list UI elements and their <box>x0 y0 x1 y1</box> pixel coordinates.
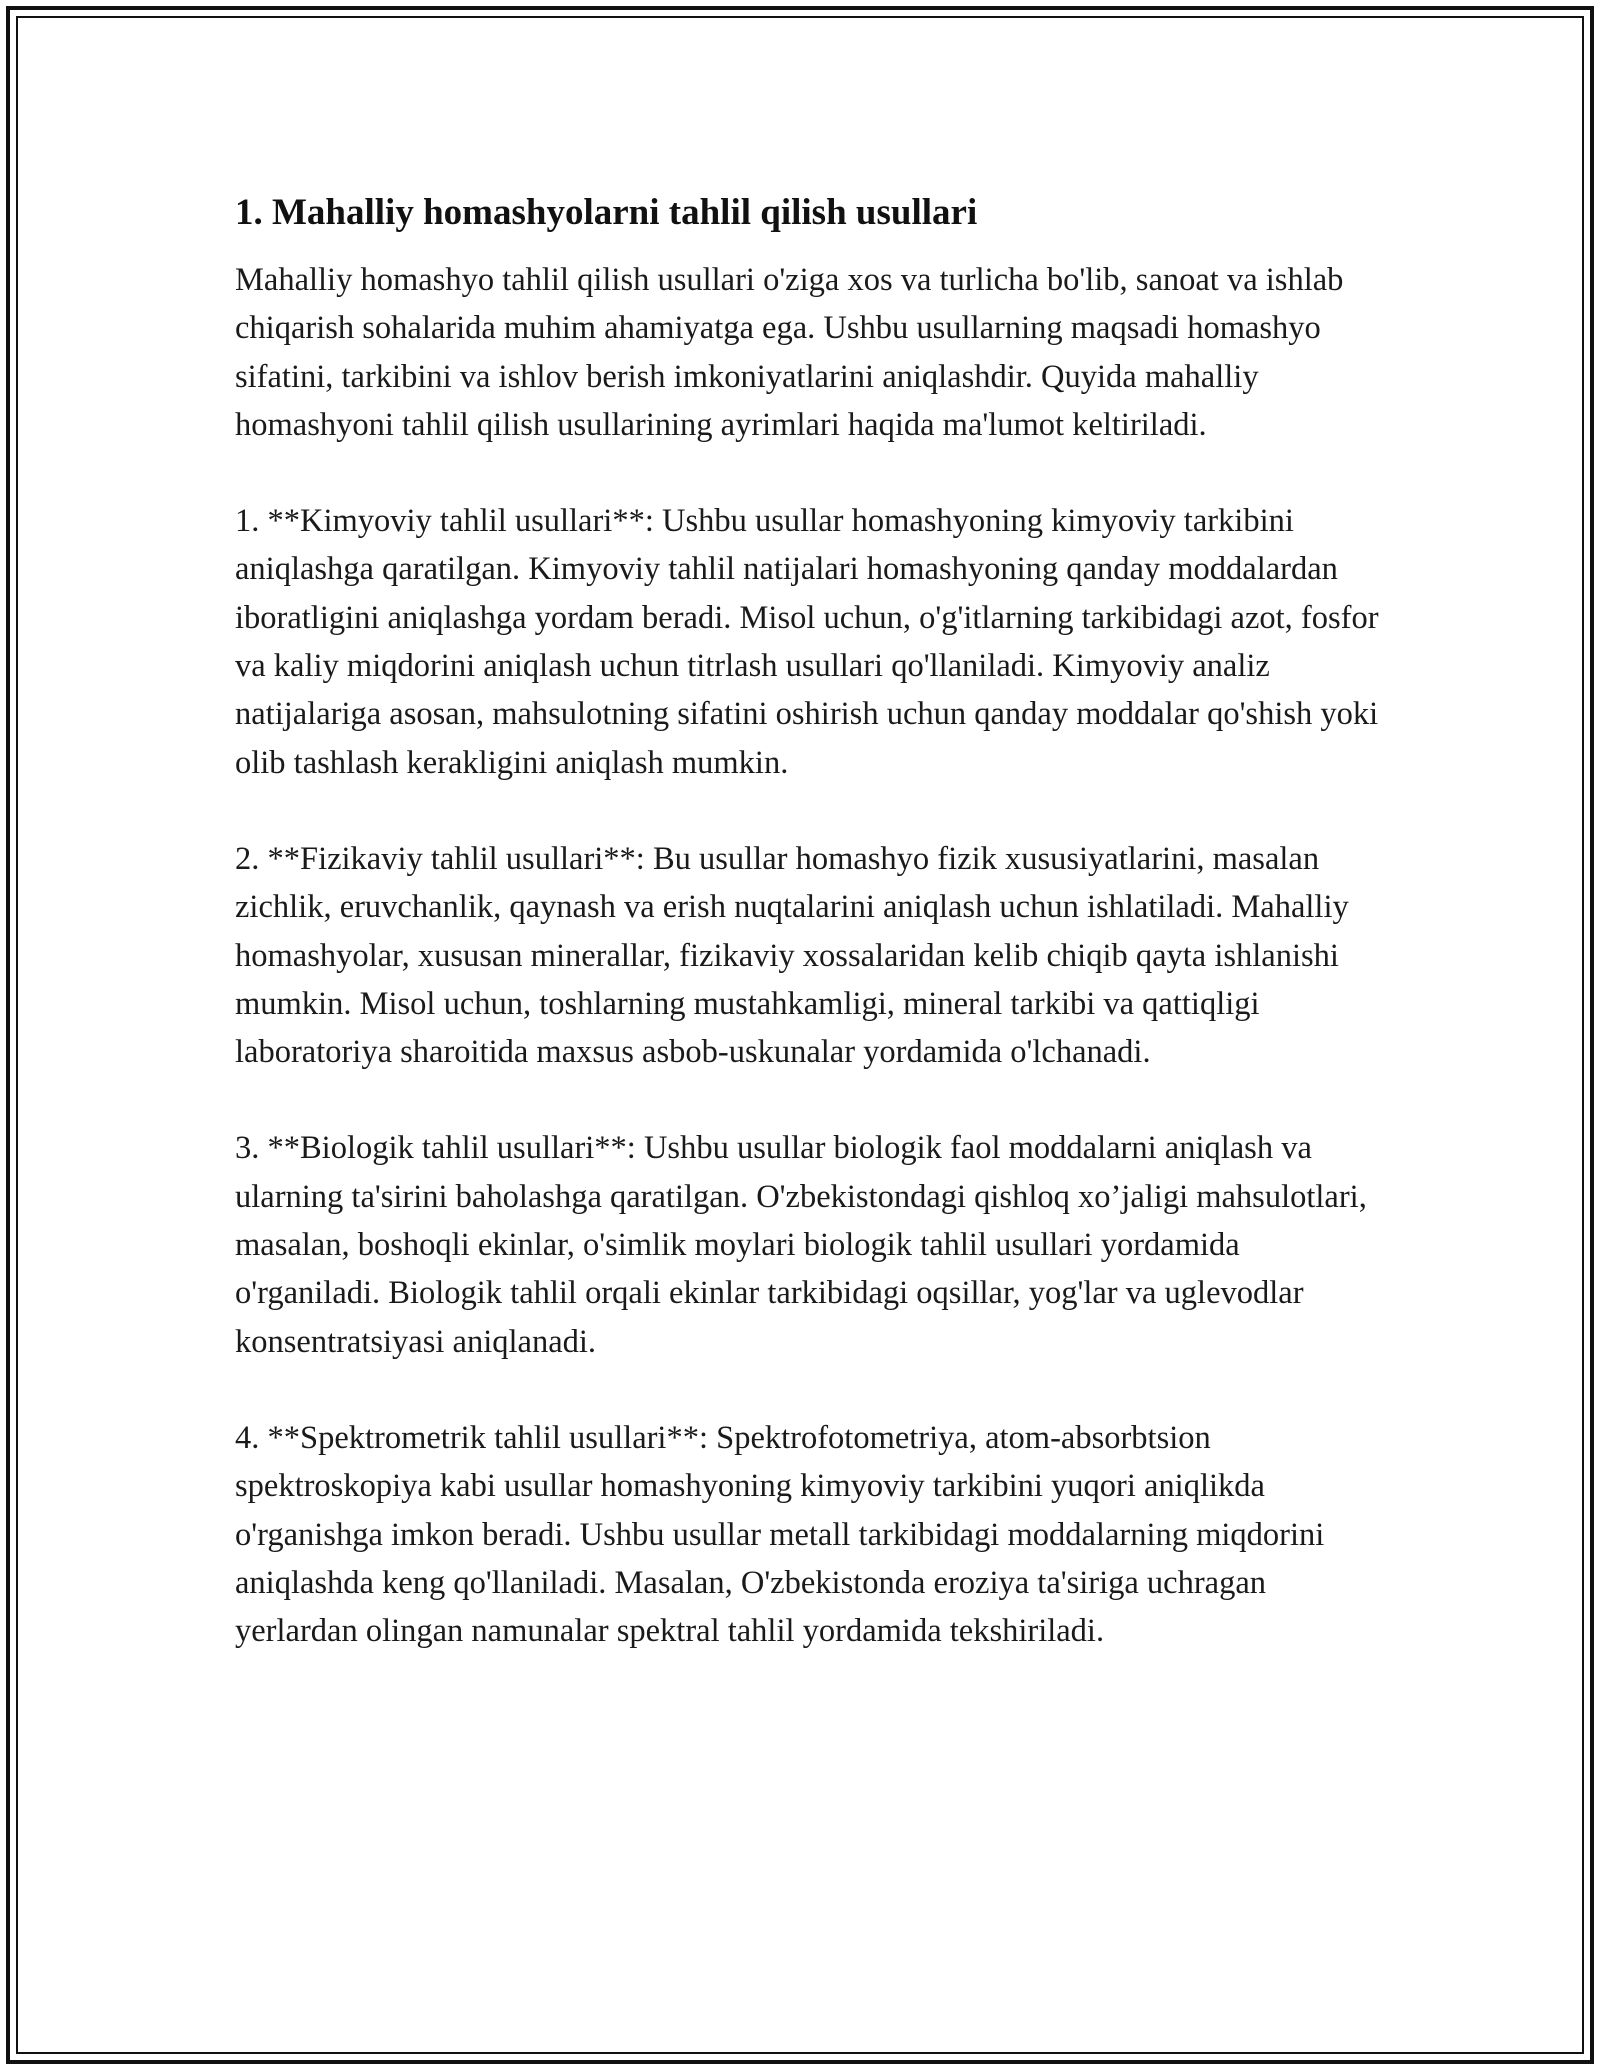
paragraph-spectrometric-methods: 4. **Spektrometrik tahlil usullari**: Spektrofotometriya, atom-absorbtsion spektroskopiya kabi usullar homashyoning kimyoviy tarkibini yuqori aniqlikda o'rganishga imkon beradi. Ushbu usullar metall tarkibidagi moddalarning miqdorini aniqlashda keng qo'llaniladi. Masalan, O'zbekistonda eroziya ta'siriga uchragan yerlardan olingan namunalar spektral tahlil yordamida tekshiriladi. <box>235 1419 1325 1650</box>
paragraph-physical-methods: 2. **Fizikaviy tahlil usullari**: Bu usullar homashyo fizik xususiyatlarini, masalan zichlik, eruvchanlik, qaynash va erish nuqtalarini aniqlash uchun ishlatiladi. Mahalliy homashyolar, xususan minerallar, fizikaviy xossalaridan kelib chiqib qayta ishlanishi mumkin. Misol uchun, toshlarning mustahkamligi, mineral tarkibi va qattiqligi laboratoriya sharoitida maxsus asbob-uskunalar yordamida o'lchanadi. <box>235 840 1349 1071</box>
paragraph-biological-methods: 3. **Biologik tahlil usullari**: Ushbu usullar biologik faol moddalarni aniqlash va ularning ta'sirini baholashga qaratilgan. O'zbekistondagi qishloq xo’jaligi mahsulotlari, masalan, boshoqli ekinlar, o'simlik moylari biologik tahlil usullari yordamida o'rganiladi. Biologik tahlil orqali ekinlar tarkibidagi oqsillar, yog'lar va uglevodlar konsentratsiyasi aniqlanadi. <box>235 1130 1367 1360</box>
document-body <box>235 186 1385 1703</box>
paragraph-intro: Mahalliy homashyo tahlil qilish usullari o'ziga xos va turlicha bo'lib, sanoat va ishlab chiqarish sohalarida muhim ahamiyatga ega. Ushbu usullarning maqsadi homashyo sifatini, tarkibini va ishlov berish imkoniyatlarini aniqlashdir. Quyida mahalliy homashyoni tahlil qilish usullarining ayrimlari haqida ma'lumot keltiriladi. <box>235 262 1344 443</box>
document-title: 1. Mahalliy homashyolarni tahlil qilish usullari <box>235 192 978 233</box>
paragraph-chemical-methods: 1. **Kimyoviy tahlil usullari**: Ushbu usullar homashyoning kimyoviy tarkibini aniqlashga qaratilgan. Kimyoviy tahlil natijalari homashyoning qanday moddalardan iboratligini aniqlashga yordam beradi. Misol uchun, o'g'itlarning tarkibidagi azot, fosfor va kaliy miqdorini aniqlash uchun titrlash usullari qo'llaniladi. Kimyoviy analiz natijalariga asosan, mahsulotning sifatini oshirish uchun qanday moddalar qo'shish yoki olib tashlash kerakligini aniqlash mumkin. <box>235 503 1379 781</box>
